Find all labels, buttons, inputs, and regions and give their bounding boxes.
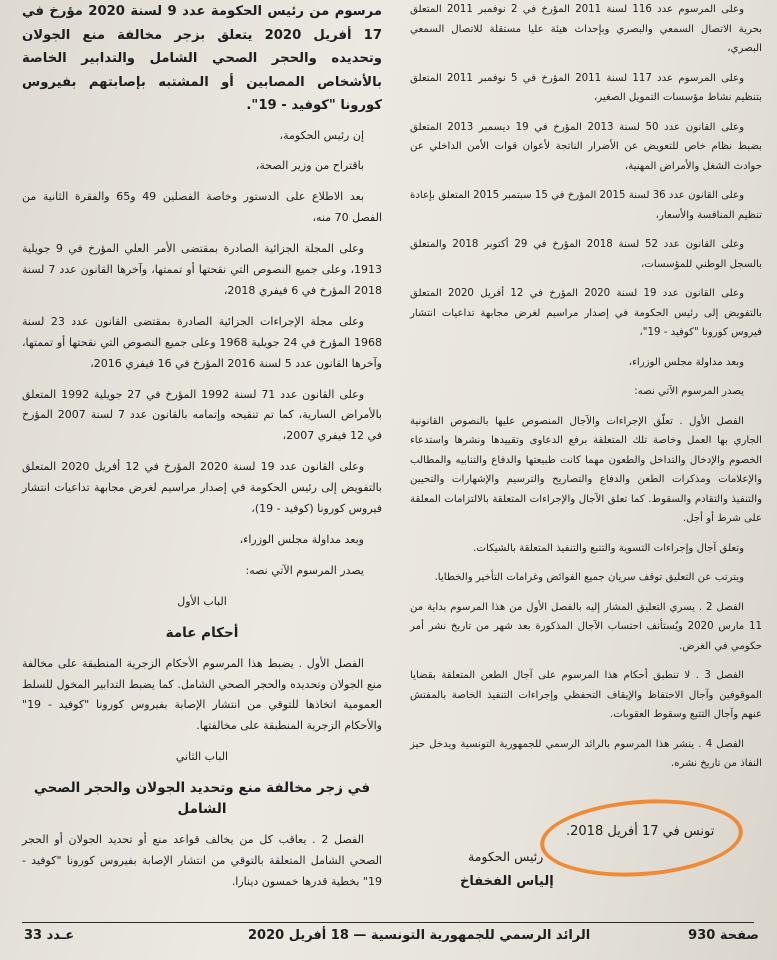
paragraph: بعد الاطلاع على الدستور وخاصة الفصلين 49 و65 والفقرة الثانية من الفصل 70 منه، xyxy=(22,190,382,225)
chapter-1-title: أحكام عامة xyxy=(165,624,239,641)
footer-issue-number: عـدد 33 xyxy=(24,928,75,943)
paragraph: وعلى القانون عدد 19 لسنة 2020 المؤرخ في 12 أفريل 2020 المتعلق بالتفويض إلى رئيس الحكومة في إصدار مراسيم لغرض مجابهة تداعيات انتشار فيروس كورونا "كوفيد - 19"، xyxy=(410,288,762,338)
article-2: الفصل 2 . يعاقب كل من يخالف قواعد منع أو تحديد الجولان أو الحجر الصحي الشامل المتعلقة بالتوقي من انتشار الإصابة بفيروس كورونا "كوفيد - 19" بخطية قدرها خمسون دينارا. xyxy=(22,832,382,888)
paragraph: وعلى مجلة الإجراءات الجزائية الصادرة بمقتضى القانون عدد 23 لسنة 1968 المؤرخ في 24 جويلية 1968 وعلى جميع النصوص التي نقحتها أو تممتها، وآخرها القانون عدد 5 لسنة 2016 المؤرخ في 16 فيفري 2016، xyxy=(22,314,383,370)
article-1: الفصل الأول . يضبط هذا المرسوم الأحكام الزجرية المنطبقة على مخالفة منع الجولان وتحديده والحجر الصحي الشامل. كما يضبط التدابير المخول للسلط العمومية اتخاذها للتوقي من انتشار الإصابة بفيروس كورونا "كوفيد - 19" والأحكام الزجرية المنطبقة على مخالفتها. xyxy=(22,656,382,733)
decree-title: مرسوم من رئيس الحكومة عدد 9 لسنة 2020 مؤرخ في 17 أفريل 2020 يتعلق بزجر مخالفة منع الجولان وتحديده والحجر الصحي الشامل والتدابير الخاصة بالأشخاص المصابين أو المشتبه بإصابتهم بفيروس كورونا "كوفيد - 19". xyxy=(22,4,383,113)
article-1: الفصل الأول . تعلّق الإجراءات والآجال المنصوص عليها بالنصوص القانونية الجاري بها العمل وخاصة تلك المتعلقة برفع الدعاوى وتقييدها ونشرها واستدعاء الخصوم والإدخال والتداخل والطعون مهما كانت طبيعتها والدفاع والتنابيه والمطالب والإعلامات ومذكرات الطعن والدفاع والتصاريح والترسيم والإشهارات والتحيين والتنفيذ والتقادم والسقوط. كما تعلق الآجال والإجراءات المتعلقة بالالتزامات المعلقة على شرط أو أجل. xyxy=(410,415,762,524)
paragraph: وتعلق آجال وإجراءات التسوية والتتبع والتنفيذ المتعلقة بالشيكات. xyxy=(473,542,744,554)
paragraph: وعلى القانون عدد 36 لسنة 2015 المؤرخ في 15 سبتمبر 2015 المتعلق بإعادة تنظيم المنافسة والأسعار، xyxy=(410,190,762,221)
signature-office: رئيس الحكومة xyxy=(468,849,544,864)
chapter-2-title: في زجر مخالفة منع وتحديد الجولان والحجر الصحي الشامل xyxy=(33,780,371,818)
footer-journal-date: الرائد الرسمي للجمهورية التونسية — 18 أفريل 2020 xyxy=(248,928,591,943)
deliberation: وبعد مداولة مجلس الوزراء، xyxy=(239,533,364,546)
paragraph: وعلى القانون عدد 71 لسنة 1992 المؤرخ في 27 جويلية 1992 المتعلق بالأمراض السارية، كما تم تنقيحه وإتمامه بالقانون عدد 7 لسنة 2007 المؤرخ في 12 فيفري 2007، xyxy=(22,387,382,443)
signature-name: إلياس الفخفاخ xyxy=(460,874,554,889)
paragraph: وعلى المرسوم عدد 117 لسنة 2011 المؤرخ في 5 نوفمبر 2011 المتعلق بتنظيم نشاط مؤسسات التمويل الصغير، xyxy=(410,72,762,103)
article-2: الفصل 2 . يسري التعليق المشار إليه بالفصل الأول من هذا المرسوم بداية من 11 مارس 2020 ويُستأنف احتساب الآجال المذكورة بعد شهر من تاريخ نشر أمر حكومي في الغرض. xyxy=(410,601,762,652)
right-column xyxy=(410,0,762,784)
article-4: الفصل 4 . ينشر هذا المرسوم بالرائد الرسمي للجمهورية التونسية ويدخل حيز النفاذ من تاريخ نشره. xyxy=(410,738,762,769)
paragraph: وعلى القانون عدد 19 لسنة 2020 المؤرخ في 12 أفريل 2020 المتعلق بالتفويض إلى رئيس الحكومة في إصدار مراسيم لغرض مجابهة تداعيات انتشار فيروس كورونا (كوفيد - 19)، xyxy=(22,460,382,516)
proposal-statement: باقتراح من وزير الصحة، xyxy=(255,159,364,173)
paragraph: وعلى المرسوم عدد 116 لسنة 2011 المؤرخ في 2 نوفمبر 2011 المتعلق بحرية الاتصال السمعي والبصري وبإحداث هيئة عليا مستقلة للاتصال السمعي البصري، xyxy=(410,4,762,54)
paragraph: وعلى القانون عدد 50 لسنة 2013 المؤرخ في 19 ديسمبر 2013 المتعلق بضبط نظام خاص للتعويض عن الأضرار الناتجة لأعوان قوات الأمن الداخلي عن حوادث الشغل والأمراض المهنية، xyxy=(410,121,762,172)
footer-page-number: صفحة 930 xyxy=(688,928,759,943)
signature-place-date: تونس في 17 أفريل 2018. xyxy=(566,824,715,839)
paragraph: يصدر المرسوم الآتي نصه: xyxy=(634,386,744,397)
chapter-2-label: الباب الثاني xyxy=(175,750,229,764)
paragraph: وبعد مداولة مجلس الوزراء، xyxy=(628,356,744,368)
paragraph: وعلى القانون عدد 52 لسنة 2018 المؤرخ في 29 أكتوبر 2018 والمتعلق بالسجل الوطني للمؤسسات، xyxy=(410,239,762,270)
pm-statement: إن رئيس الحكومة، xyxy=(279,128,364,142)
decree-intro: يصدر المرسوم الآتي نصه: xyxy=(245,563,364,577)
article-3: الفصل 3 . لا تنطبق أحكام هذا المرسوم على آجال الطعن المتعلقة بقضايا الموقوفين وآجال الاحتفاظ والإيقاف التحفظي وإجراءات التنفيذ الخاصة بالمفتش عنهم وآجال التتبع وسقوط العقوبات. xyxy=(410,670,762,720)
left-column xyxy=(22,0,382,903)
chapter-1-label: الباب الأول xyxy=(177,594,227,608)
paragraph: وعلى المجلة الجزائية الصادرة بمقتضى الأمر العلي المؤرخ في 9 جويلية 1913، وعلى جميع النصوص التي نقحتها أو تممتها، وآخرها القانون عدد 7 لسنة 2018 المؤرخ في 6 فيفري 2018، xyxy=(22,242,382,297)
footer-divider xyxy=(22,922,754,923)
paragraph: ويترتب عن التعليق توقف سريان جميع الفوائض وغرامات التأخير والخطايا. xyxy=(434,572,744,583)
